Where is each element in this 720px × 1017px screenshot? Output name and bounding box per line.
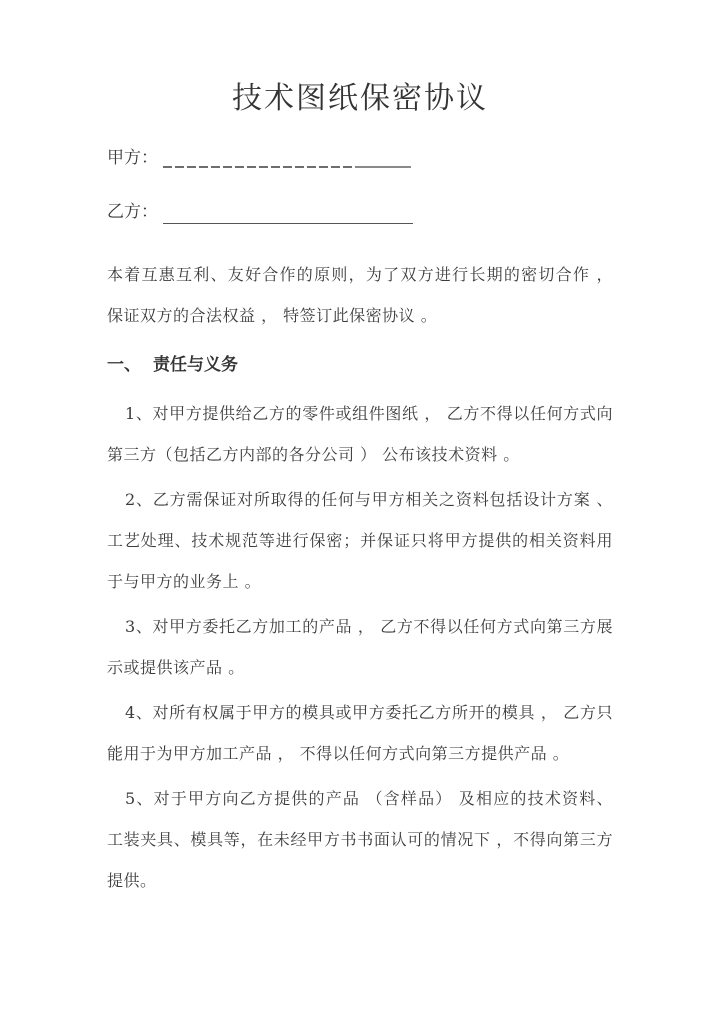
section-1-number: 一、: [107, 355, 141, 375]
party-a-label: 甲方：: [107, 148, 158, 168]
section-1-clauses: [107, 393, 613, 901]
document-title: 技术图纸保密协议: [232, 81, 488, 116]
party-a-blank-line-solid-tail: [355, 148, 411, 168]
section-1-heading: [107, 353, 613, 378]
party-b-label: 乙方：: [107, 202, 158, 222]
party-b-row: [107, 200, 613, 224]
party-b-blank-line: [163, 204, 413, 224]
clause-3: 3、对甲方委托乙方加工的产品 ， 乙方不得以任何方式向第三方展示或提供该产品 。: [107, 617, 613, 677]
clause-2: 2、乙方需保证对所取得的任何与甲方相关之资料包括设计方案 、工艺处理、技术规范等进行保密；并保证只将甲方提供的相关资料用于与甲方的业务上 。: [107, 490, 613, 591]
party-a-blank-line-dashed: [163, 150, 355, 170]
clause-5: 5、对于甲方向乙方提供的产品 （含样品） 及相应的技术资料、 工装夹具、模具等，在未经甲方书书面认可的情况下 ，不得向第三方提供。: [107, 789, 613, 890]
party-a-row: [107, 146, 613, 170]
section-1-title: 责任与义务: [153, 355, 238, 375]
intro-paragraph: 本着互惠互利、友好合作的原则，为了双方进行长期的密切合作 ， 保证双方的合法权益 ， 特签订此保密协议 。: [107, 265, 613, 325]
clause-4: 4、对所有权属于甲方的模具或甲方委托乙方所开的模具 ， 乙方只能用于为甲方加工产品 ， 不得以任何方式向第三方提供产品 。: [107, 703, 613, 763]
clause-1: 1、对甲方提供给乙方的零件或组件图纸 ， 乙方不得以任何方式向第三方（包括乙方内部的各分公司 ） 公布该技术资料 。: [107, 404, 613, 464]
